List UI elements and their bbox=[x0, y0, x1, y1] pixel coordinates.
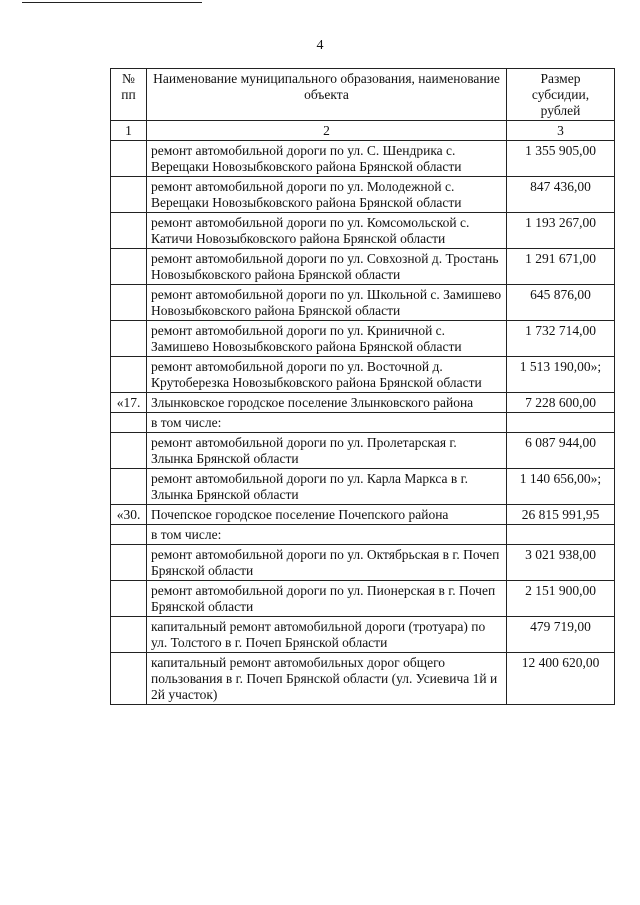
row-object-name: в том числе: bbox=[147, 413, 507, 433]
row-subsidy-amount: 7 228 600,00 bbox=[507, 393, 615, 413]
row-object-name: ремонт автомобильной дороги по ул. Восточной д. Крутоберезка Новозыбковского района Брянской области bbox=[147, 357, 507, 393]
row-subsidy-amount: 1 291 671,00 bbox=[507, 249, 615, 285]
row-subsidy-amount: 1 355 905,00 bbox=[507, 141, 615, 177]
row-object-name: капитальный ремонт автомобильных дорог общего пользования в г. Почеп Брянской области (ул. Усиевича 1й и 2й участок) bbox=[147, 653, 507, 705]
row-object-name: ремонт автомобильной дороги по ул. Карла Маркса в г. Злынка Брянской области bbox=[147, 469, 507, 505]
table-row bbox=[111, 249, 615, 285]
row-object-name: капитальный ремонт автомобильной дороги (тротуара) по ул. Толстого в г. Почеп Брянской области bbox=[147, 617, 507, 653]
table-header-row bbox=[111, 69, 615, 121]
row-subsidy-amount: 645 876,00 bbox=[507, 285, 615, 321]
row-object-name: ремонт автомобильной дороги по ул. Комсомольской с. Катичи Новозыбковского района Брянской области bbox=[147, 213, 507, 249]
row-subsidy-amount: 6 087 944,00 bbox=[507, 433, 615, 469]
header-number: № пп bbox=[111, 69, 147, 121]
row-object-name: Злынковское городское поселение Злынковского района bbox=[147, 393, 507, 413]
row-number bbox=[111, 141, 147, 177]
page-number: 4 bbox=[316, 38, 324, 53]
row-number bbox=[111, 525, 147, 545]
col-number-3: 3 bbox=[507, 121, 615, 141]
row-subsidy-amount: 1 193 267,00 bbox=[507, 213, 615, 249]
table-row bbox=[111, 581, 615, 617]
row-object-name: ремонт автомобильной дороги по ул. Пролетарская г. Злынка Брянской области bbox=[147, 433, 507, 469]
row-subsidy-amount bbox=[507, 413, 615, 433]
row-subsidy-amount: 1 140 656,00»; bbox=[507, 469, 615, 505]
row-number bbox=[111, 249, 147, 285]
table-row bbox=[111, 285, 615, 321]
row-number bbox=[111, 545, 147, 581]
table-row bbox=[111, 525, 615, 545]
row-number bbox=[111, 433, 147, 469]
row-number bbox=[111, 213, 147, 249]
table-row bbox=[111, 433, 615, 469]
table-row bbox=[111, 617, 615, 653]
row-number bbox=[111, 469, 147, 505]
table-row bbox=[111, 393, 615, 413]
row-object-name: ремонт автомобильной дороги по ул. Молодежной с. Верещаки Новозыбковского района Брянской области bbox=[147, 177, 507, 213]
row-subsidy-amount: 847 436,00 bbox=[507, 177, 615, 213]
row-subsidy-amount: 2 151 900,00 bbox=[507, 581, 615, 617]
row-object-name: ремонт автомобильной дороги по ул. Школьной с. Замишево Новозыбковского района Брянской области bbox=[147, 285, 507, 321]
row-object-name: ремонт автомобильной дороги по ул. Октябрьская в г. Почеп Брянской области bbox=[147, 545, 507, 581]
column-number-row bbox=[111, 121, 615, 141]
row-number bbox=[111, 581, 147, 617]
table-row bbox=[111, 357, 615, 393]
subsidy-table bbox=[110, 68, 615, 705]
table-row bbox=[111, 141, 615, 177]
row-number bbox=[111, 653, 147, 705]
table-row bbox=[111, 545, 615, 581]
row-number bbox=[111, 413, 147, 433]
row-subsidy-amount: 3 021 938,00 bbox=[507, 545, 615, 581]
row-subsidy-amount: 1 513 190,00»; bbox=[507, 357, 615, 393]
row-object-name: ремонт автомобильной дороги по ул. Совхозной д. Тростань Новозыбковского района Брянской области bbox=[147, 249, 507, 285]
top-rule bbox=[22, 2, 202, 3]
table-row bbox=[111, 469, 615, 505]
row-object-name: ремонт автомобильной дороги по ул. Пионерская в г. Почеп Брянской области bbox=[147, 581, 507, 617]
table-row bbox=[111, 213, 615, 249]
row-number bbox=[111, 321, 147, 357]
row-number bbox=[111, 617, 147, 653]
table-row bbox=[111, 177, 615, 213]
row-subsidy-amount: 12 400 620,00 bbox=[507, 653, 615, 705]
row-number: «17. bbox=[111, 393, 147, 413]
row-subsidy-amount: 26 815 991,95 bbox=[507, 505, 615, 525]
table-row bbox=[111, 321, 615, 357]
row-subsidy-amount: 1 732 714,00 bbox=[507, 321, 615, 357]
row-object-name: Почепское городское поселение Почепского района bbox=[147, 505, 507, 525]
row-number bbox=[111, 285, 147, 321]
row-number: «30. bbox=[111, 505, 147, 525]
col-number-2: 2 bbox=[147, 121, 507, 141]
col-number-1: 1 bbox=[111, 121, 147, 141]
row-subsidy-amount bbox=[507, 525, 615, 545]
header-amount: Размер субсидии, рублей bbox=[507, 69, 615, 121]
row-number bbox=[111, 177, 147, 213]
row-object-name: ремонт автомобильной дороги по ул. Криничной с. Замишево Новозыбковского района Брянской области bbox=[147, 321, 507, 357]
row-number bbox=[111, 357, 147, 393]
table-row bbox=[111, 413, 615, 433]
row-subsidy-amount: 479 719,00 bbox=[507, 617, 615, 653]
header-name: Наименование муниципального образования, наименование объекта bbox=[147, 69, 507, 121]
row-object-name: в том числе: bbox=[147, 525, 507, 545]
row-object-name: ремонт автомобильной дороги по ул. С. Шендрика с. Верещаки Новозыбковского района Брянской области bbox=[147, 141, 507, 177]
table-row bbox=[111, 505, 615, 525]
table-row bbox=[111, 653, 615, 705]
